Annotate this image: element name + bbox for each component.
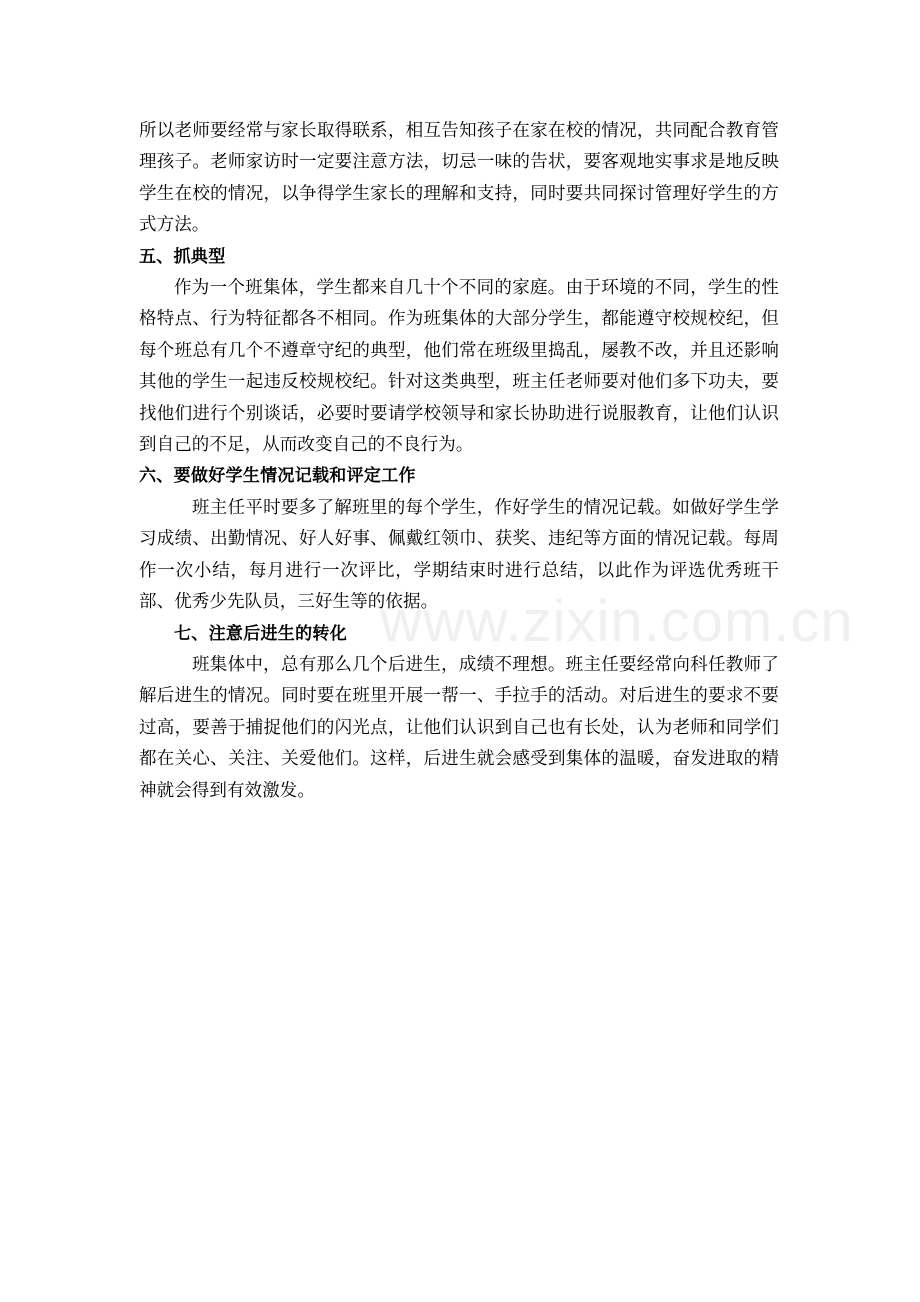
paragraph-underachievers: 班集体中，总有那么几个后进生，成绩不理想。班主任要经常向科任教师了解后进生的情况。同时要在班里开展一帮一、手拉手的活动。对后进生的要求不要过高，要善于捕捉他们的闪光点，让他们认识到自己也有长处，认为老师和同学们都在关心、关注、关爱他们。这样，后进生就会感受到集体的温暖，奋发进取的精神就会得到有效激发。 (139, 654, 779, 801)
watermark: www.zixin.com.cn (380, 589, 854, 654)
paragraph-home-visit: 所以老师要经常与家长取得联系，相互告知孩子在家在校的情况，共同配合教育管理孩子。老师家访时一定要注意方法，切忌一味的告状，要客观地实事求是地反映学生在校的情况，以争得学生家长的理解和支持，同时要共同探讨管理好学生的方式方法。 (139, 121, 779, 236)
document-body (139, 116, 779, 807)
section-heading-7: 七、注意后进生的转化 (174, 623, 347, 644)
paragraph-records: 班主任平时要多了解班里的每个学生，作好学生的情况记载。如做好学生学习成绩、出勤情况、好人好事、佩戴红领巾、获奖、违纪等方面的情况记载。每周作一次小结，每月进行一次评比，学期结束时进行总结，以此作为评选优秀班干部、优秀少先队员，三好生等的依据。 (139, 497, 779, 613)
section-heading-6: 六、要做好学生情况记载和评定工作 (139, 466, 416, 487)
paragraph-typical-students: 作为一个班集体，学生都来自几十个不同的家庭。由于环境的不同，学生的性格特点、行为特征都各不相同。作为班集体的大部分学生，都能遵守校规校纪，但每个班总有几个不遵章守纪的典型，他们常在班级里捣乱，屡教不改，并且还影响其他的学生一起违反校规校纪。针对这类典型，班主任老师要对他们多下功夫，要找他们进行个别谈话，必要时要请学校领导和家长协助进行说服教育，让他们认识到自己的不足，从而改变自己的不良行为。 (139, 278, 779, 456)
section-heading-5: 五、抓典型 (139, 246, 226, 267)
